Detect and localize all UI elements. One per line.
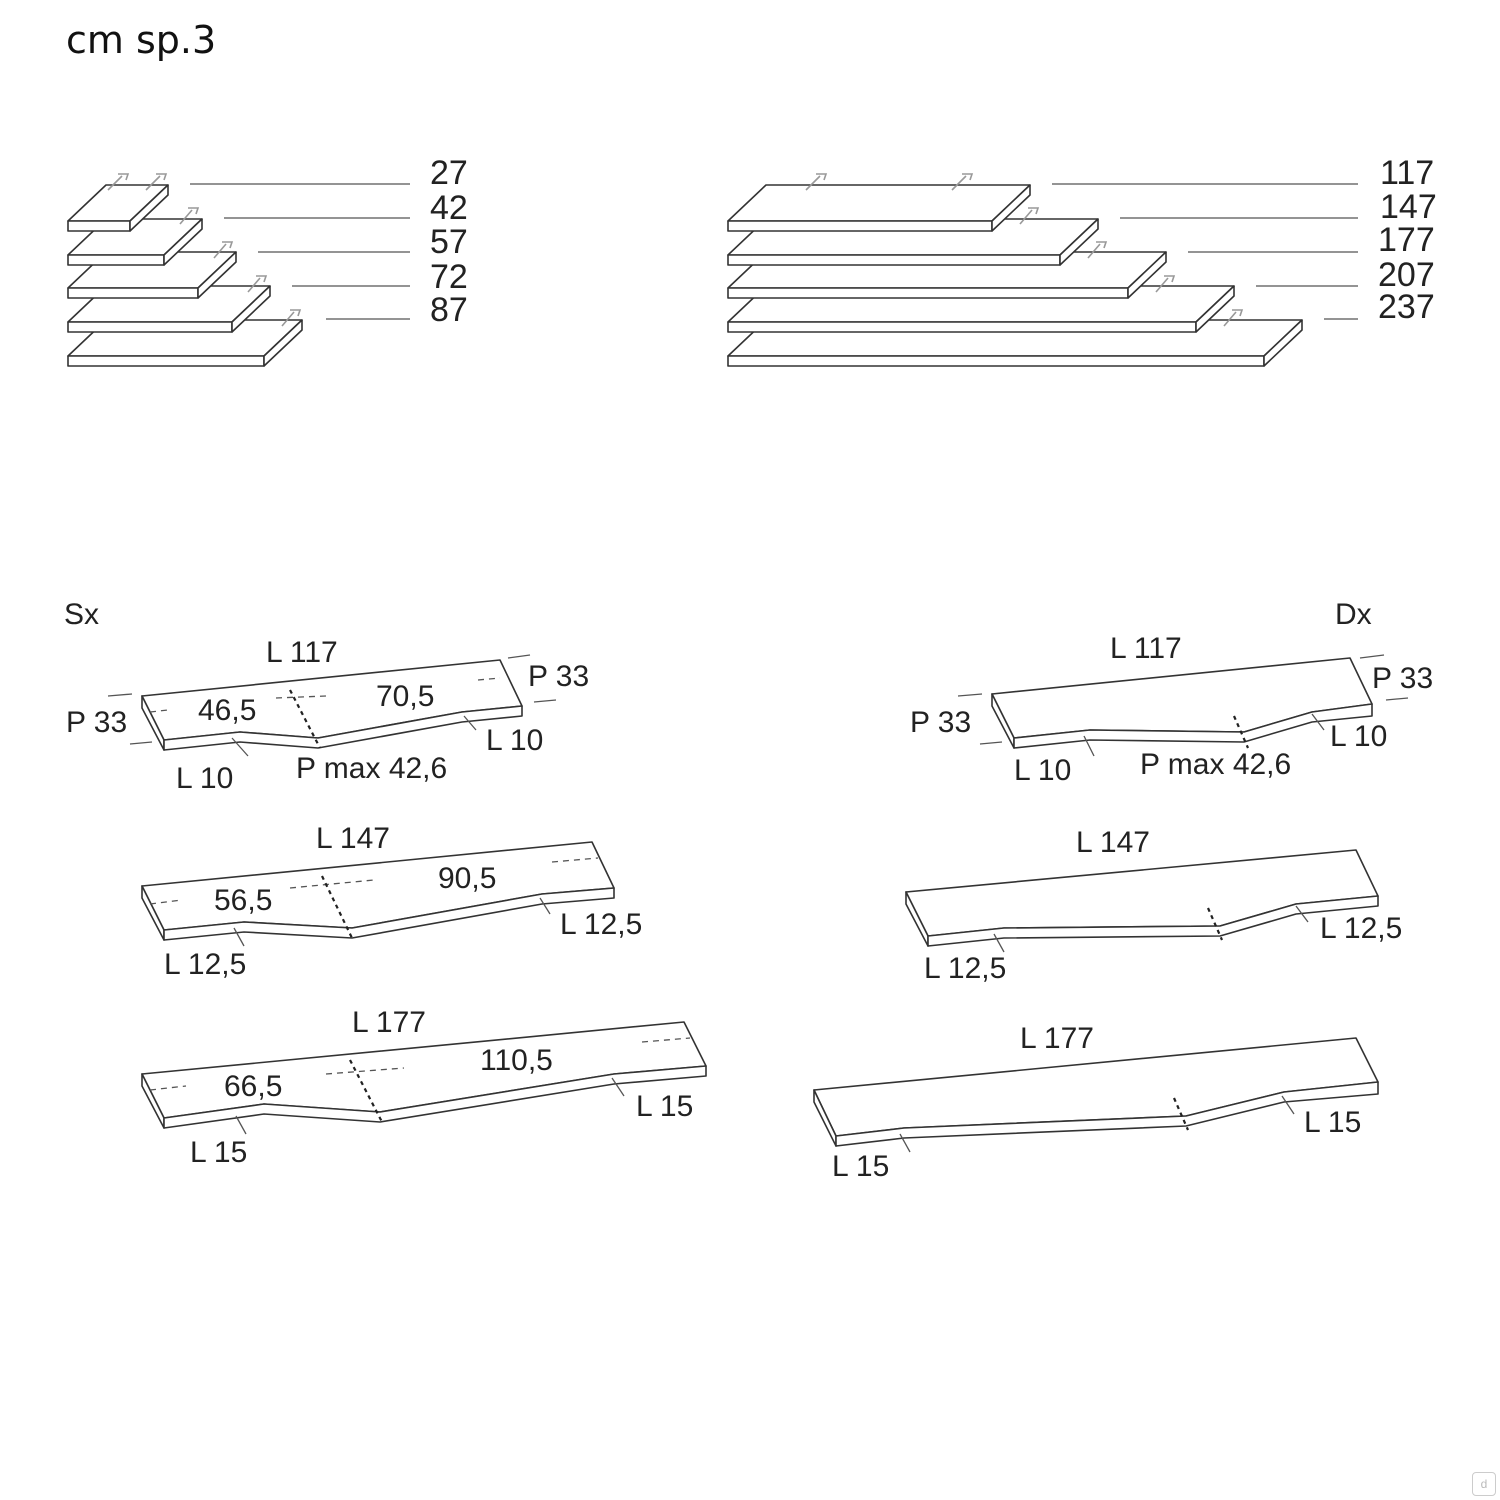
sx-117-end-right: L 10 — [486, 724, 544, 757]
shelf-stack-right — [728, 154, 1437, 366]
dx-shelf-147 — [906, 826, 1402, 985]
sx-117-depth-right: P 33 — [528, 660, 590, 693]
sx-177-end-left: L 15 — [190, 1136, 248, 1169]
width-label-27: 27 — [430, 154, 468, 192]
sx-147-end-left: L 12,5 — [164, 948, 247, 981]
dx-117-end-left: L 10 — [1014, 754, 1072, 787]
dx-147-end-left: L 12,5 — [924, 952, 1007, 985]
width-label-72: 72 — [430, 258, 468, 296]
sx-shelf-177 — [142, 1006, 706, 1169]
sx-177-seg-a: 66,5 — [224, 1070, 283, 1103]
sx-shelf-117 — [66, 636, 589, 795]
sx-117-end-left: L 10 — [176, 762, 234, 795]
sx-147-end-right: L 12,5 — [560, 908, 643, 941]
width-label-147: 147 — [1380, 188, 1437, 226]
sx-177-length: L 177 — [352, 1006, 426, 1039]
shelf-stack-left — [68, 154, 468, 366]
dx-117-depth-right: P 33 — [1372, 662, 1434, 695]
width-label-117: 117 — [1380, 154, 1435, 192]
dx-shelf-117 — [910, 632, 1433, 787]
sx-117-depth-left: P 33 — [66, 706, 128, 739]
sx-117-seg-a: 46,5 — [198, 694, 257, 727]
width-label-57: 57 — [430, 223, 468, 261]
watermark-logo-icon: d — [1472, 1472, 1496, 1496]
side-label-sx: Sx — [64, 598, 100, 631]
sx-177-end-right: L 15 — [636, 1090, 694, 1123]
sx-147-length: L 147 — [316, 822, 390, 855]
dx-177-end-right: L 15 — [1304, 1106, 1362, 1139]
dx-147-length: L 147 — [1076, 826, 1150, 859]
shelf-117 — [728, 185, 1030, 231]
dx-shelf-177 — [814, 1022, 1378, 1183]
side-label-dx: Dx — [1335, 598, 1372, 631]
width-label-177: 177 — [1378, 221, 1435, 259]
width-label-42: 42 — [430, 189, 468, 227]
dx-117-end-right: L 10 — [1330, 720, 1388, 753]
dx-177-end-left: L 15 — [832, 1150, 890, 1183]
sx-177-seg-b: 110,5 — [480, 1044, 553, 1077]
sx-shelf-147 — [142, 822, 642, 981]
sx-117-length: L 117 — [266, 636, 338, 669]
width-label-237: 237 — [1378, 288, 1435, 326]
dx-117-length: L 117 — [1110, 632, 1182, 665]
width-label-87: 87 — [430, 291, 468, 329]
sx-117-seg-b: 70,5 — [376, 680, 435, 713]
sx-147-seg-b: 90,5 — [438, 862, 497, 895]
dx-117-depth-left: P 33 — [910, 706, 972, 739]
sx-117-pmax: P max 42,6 — [296, 752, 448, 785]
page-title: cm sp.3 — [66, 18, 217, 62]
dx-117-pmax: P max 42,6 — [1140, 748, 1292, 781]
dx-177-length: L 177 — [1020, 1022, 1094, 1055]
dx-147-end-right: L 12,5 — [1320, 912, 1403, 945]
width-label-207: 207 — [1378, 256, 1435, 294]
sx-147-seg-a: 56,5 — [214, 884, 273, 917]
